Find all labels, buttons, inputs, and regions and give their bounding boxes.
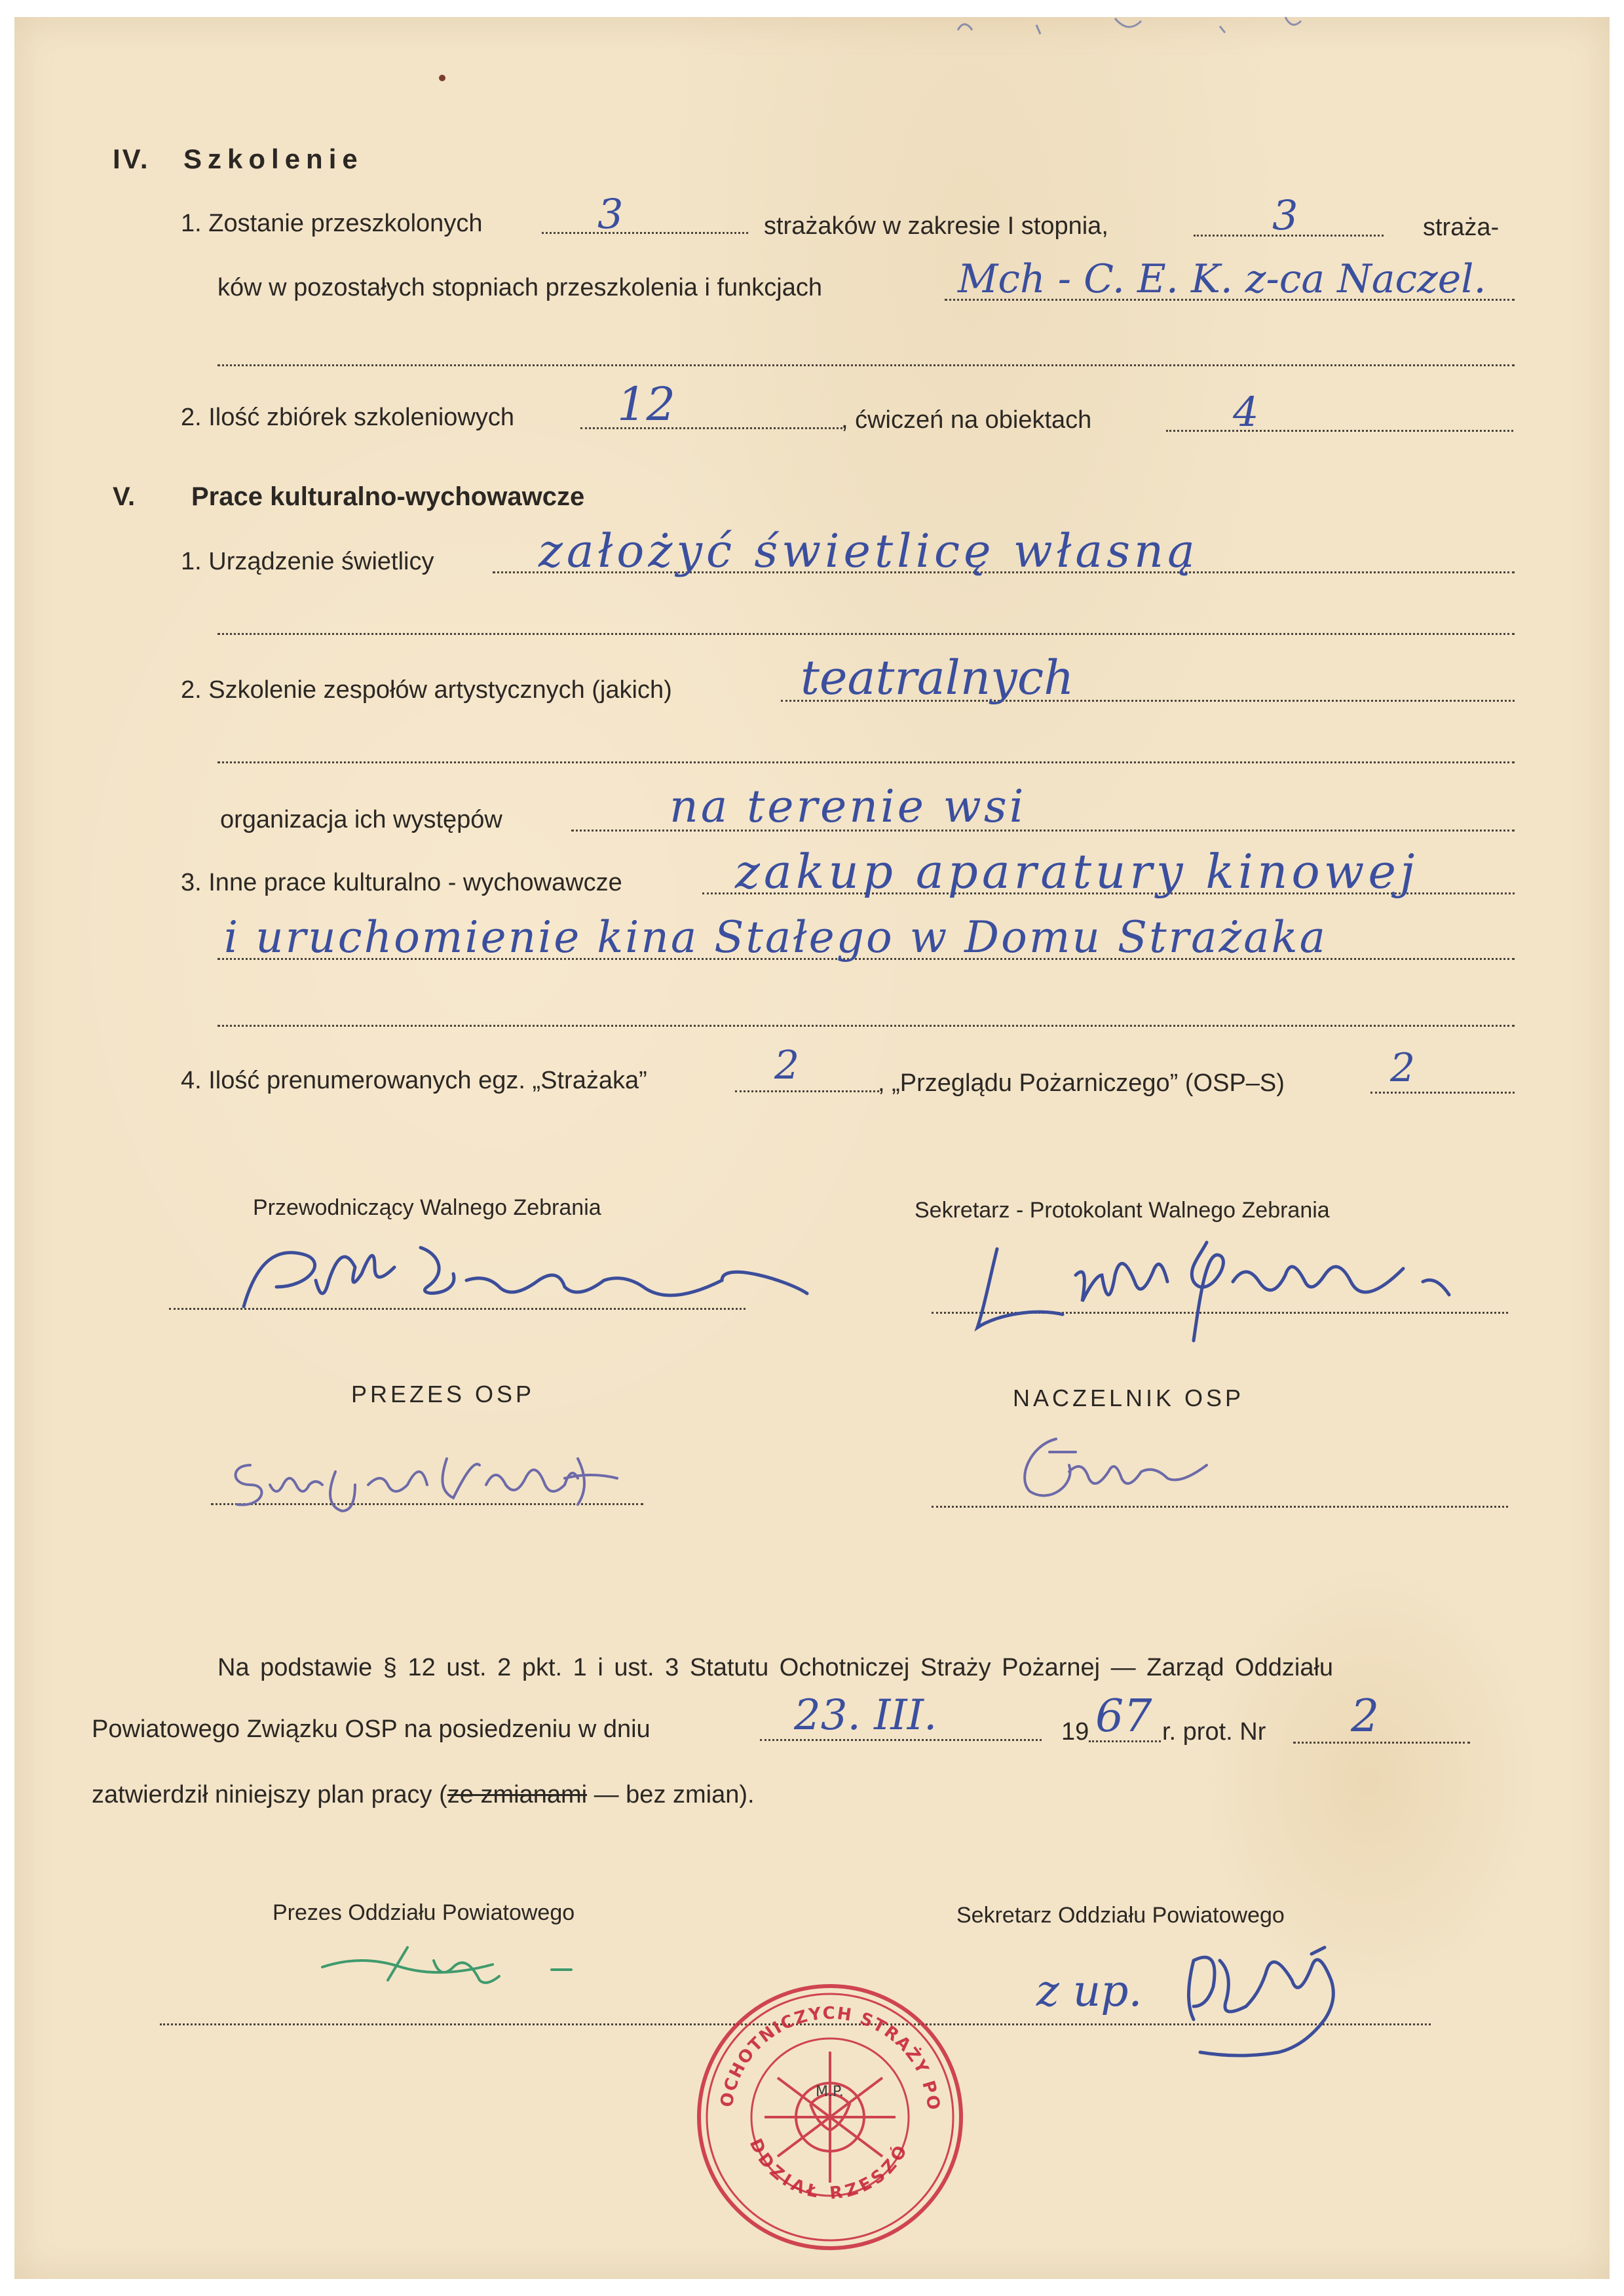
v-2-label: 2. Szkolenie zespołów artystycznych (jakich): [181, 676, 672, 704]
chief-osp-signature: [1004, 1426, 1239, 1525]
iv-1-value-d: Mch - C. E. K. z-ca Naczel.: [958, 256, 1486, 302]
v-4-value-a: 2: [774, 1043, 800, 1088]
approval-line3-b: — bez zmian).: [587, 1781, 755, 1808]
district-president-label: Prezes Oddziału Powiatowego: [273, 1900, 575, 1925]
president-osp-label: PREZES OSP: [351, 1381, 535, 1407]
chair-label: Przewodniczący Walnego Zebrania: [253, 1195, 601, 1220]
v-4-label-b: , „Przeglądu Pożarniczego” (OSP–S): [878, 1069, 1285, 1097]
iv-2-label-b: , ćwiczeń na obiektach: [841, 406, 1092, 434]
approval-line2-b: r. prot. Nr: [1162, 1718, 1266, 1746]
secretary-signature: [958, 1216, 1456, 1355]
approval-year-value: 67: [1095, 1691, 1152, 1742]
chair-signature: [231, 1234, 820, 1328]
iv-1-label: 1. Zostanie przeszkolonych: [181, 210, 483, 237]
approval-year-prefix: 19: [1061, 1718, 1089, 1746]
v-4-value-b: 2: [1390, 1045, 1416, 1091]
district-secretary-label: Sekretarz Oddziału Powiatowego: [956, 1903, 1285, 1928]
stamp-emblem-icon: [765, 2052, 896, 2183]
section-v-title: Prace kulturalno-wychowawcze: [191, 482, 585, 511]
v-4-dotline-b: [1370, 1092, 1515, 1094]
stamp-center-text: M.P.: [816, 2084, 844, 2100]
section-v-number: V.: [113, 482, 136, 511]
iv-2-value-b: 4: [1233, 388, 1259, 436]
v-3-label: 3. Inne prace kulturalno - wychowawcze: [181, 869, 622, 896]
v-1-value: założyć świetlicę własną: [538, 524, 1199, 578]
v-1-dotline-2: [217, 633, 1515, 635]
ink-speck: [439, 75, 445, 81]
approval-line3-a: zatwierdził niniejszy plan pracy (: [92, 1781, 447, 1808]
iv-1-dotline-a: [542, 232, 748, 234]
approval-line2-a: Powiatowego Związku OSP na posiedzeniu w dniu: [92, 1715, 651, 1743]
district-secretary-signature: [1167, 1934, 1403, 2086]
v-4-label: 4. Ilość prenumerowanych egz. „Strażaka”: [181, 1067, 647, 1094]
stamp-text-top: OCHOTNICZYCH STRAŻY PO: [717, 2003, 944, 2113]
torn-edge-marks: [945, 12, 1338, 38]
v-4-dotline-a: [735, 1090, 879, 1092]
iv-1-label-c: straża-: [1423, 214, 1500, 241]
stamp-text-bottom: DDZIAŁ RZESZÓ: [745, 2135, 913, 2204]
chief-osp-label: NACZELNIK OSP: [1013, 1385, 1245, 1411]
v-2-value: teatralnych: [801, 650, 1074, 705]
section-iv-number: IV.: [113, 144, 150, 174]
president-osp-signature: [224, 1445, 643, 1525]
v-1-label: 1. Urządzenie świetlicy: [181, 548, 434, 575]
iv-2-label: 2. Ilość zbiórek szkoleniowych: [181, 404, 514, 431]
iv-2-dotline-b: [1166, 430, 1513, 432]
v-3-value-line1: zakup aparatury kinowej: [735, 844, 1419, 899]
v-3-dotline-3: [217, 1025, 1515, 1027]
section-iv-title: Szkolenie: [183, 144, 364, 174]
district-secretary-note: z up.: [1036, 1966, 1142, 2016]
approval-protocol-value: 2: [1351, 1691, 1380, 1742]
iv-1-value-a: 3: [597, 190, 624, 238]
iv-2-value-a: 12: [617, 377, 676, 431]
iv-1-dotline-e: [217, 364, 1515, 366]
v-2-sub-label: organizacja ich występów: [220, 806, 502, 833]
document-page: [14, 17, 1610, 2279]
approval-line1: Na podstawie § 12 ust. 2 pkt. 1 i ust. 3 Statutu Ochotniczej Straży Pożarnej — Zarząd Oddziału: [217, 1654, 1334, 1681]
iv-1-label-b: strażaków w zakresie I stopnia,: [764, 212, 1108, 240]
approval-protocol-dotline: [1293, 1742, 1470, 1744]
approval-line3: [92, 1782, 755, 1807]
iv-1-label-d: ków w pozostałych stopniach przeszkolenia i funkcjach: [217, 274, 823, 301]
official-seal-stamp: [686, 1980, 974, 2255]
v-2-sub-value: na terenie wsi: [670, 781, 1027, 833]
iv-1-value-b: 3: [1272, 191, 1298, 239]
v-3-value-line2: i uruchomienie kina Stałego w Domu Strażaka: [224, 912, 1327, 963]
v-2-dotline-2: [217, 761, 1515, 763]
secretary-label: Sekretarz - Protokolant Walnego Zebrania: [915, 1198, 1330, 1223]
approval-line3-strike: ze zmianami: [447, 1781, 588, 1808]
district-president-signature: [316, 1941, 591, 2008]
approval-date-value: 23. III.: [794, 1691, 937, 1740]
